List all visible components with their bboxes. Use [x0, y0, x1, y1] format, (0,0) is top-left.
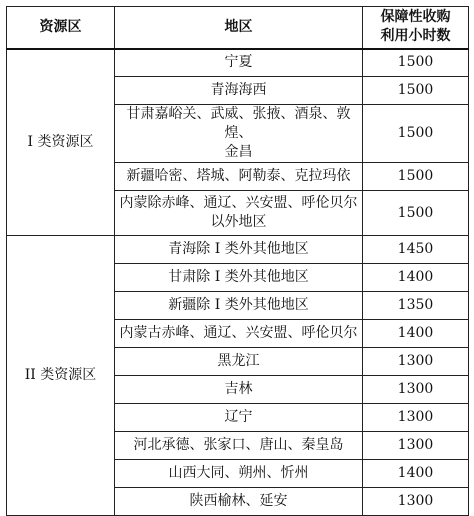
region-cell: 吉林 — [115, 376, 363, 404]
hours-cell: 1500 — [363, 105, 469, 163]
hours-cell: 1400 — [363, 460, 469, 488]
region-cell: 新疆哈密、塔城、阿勒泰、克拉玛依 — [115, 163, 363, 191]
region-cell: 山西大同、朔州、忻州 — [115, 460, 363, 488]
hours-cell: 1500 — [363, 49, 469, 77]
hours-cell: 1350 — [363, 292, 469, 320]
hours-cell: 1500 — [363, 77, 469, 105]
region-cell: 甘肃除 I 类外其他地区 — [115, 264, 363, 292]
region-cell: 陕西榆林、延安 — [115, 488, 363, 516]
region-cell — [115, 191, 363, 236]
region-cell: 青海海西 — [115, 77, 363, 105]
table-row — [7, 49, 469, 77]
region-cell: 辽宁 — [115, 404, 363, 432]
hours-cell: 1300 — [363, 488, 469, 516]
hours-cell: 1500 — [363, 163, 469, 191]
header-hours-line2: 利用小时数 — [380, 28, 451, 45]
hours-cell: 1300 — [363, 432, 469, 460]
hours-cell: 1300 — [363, 404, 469, 432]
header-region: 地区 — [115, 7, 363, 49]
region-cell: 青海除 I 类外其他地区 — [115, 236, 363, 264]
region-line2: 以外地区 — [210, 214, 267, 230]
region-line1: 甘肃嘉峪关、武威、张掖、酒泉、敦煌、 — [126, 106, 351, 141]
hours-cell: 1400 — [363, 320, 469, 348]
region-cell: 内蒙古赤峰、通辽、兴安盟、呼伦贝尔 — [115, 320, 363, 348]
region-line2: 金昌 — [224, 144, 253, 160]
header-hours-line1: 保障性收购 — [380, 9, 451, 26]
hours-cell: 1500 — [363, 191, 469, 236]
class2-label: II 类资源区 — [7, 236, 115, 516]
region-cell: 河北承德、张家口、唐山、秦皇岛 — [115, 432, 363, 460]
table-row — [7, 236, 469, 264]
hours-cell: 1300 — [363, 376, 469, 404]
header-hours — [363, 7, 469, 49]
region-line1: 内蒙除赤峰、通辽、兴安盟、呼伦贝尔 — [119, 195, 358, 211]
header-row — [7, 7, 469, 49]
region-cell: 宁夏 — [115, 49, 363, 77]
header-resource-zone: 资源区 — [7, 7, 115, 49]
hours-cell: 1450 — [363, 236, 469, 264]
resource-hours-table — [6, 6, 469, 516]
hours-cell: 1400 — [363, 264, 469, 292]
region-cell: 黑龙江 — [115, 348, 363, 376]
region-cell — [115, 105, 363, 163]
region-cell: 新疆除 I 类外其他地区 — [115, 292, 363, 320]
hours-cell: 1300 — [363, 348, 469, 376]
class1-label: I 类资源区 — [7, 49, 115, 236]
